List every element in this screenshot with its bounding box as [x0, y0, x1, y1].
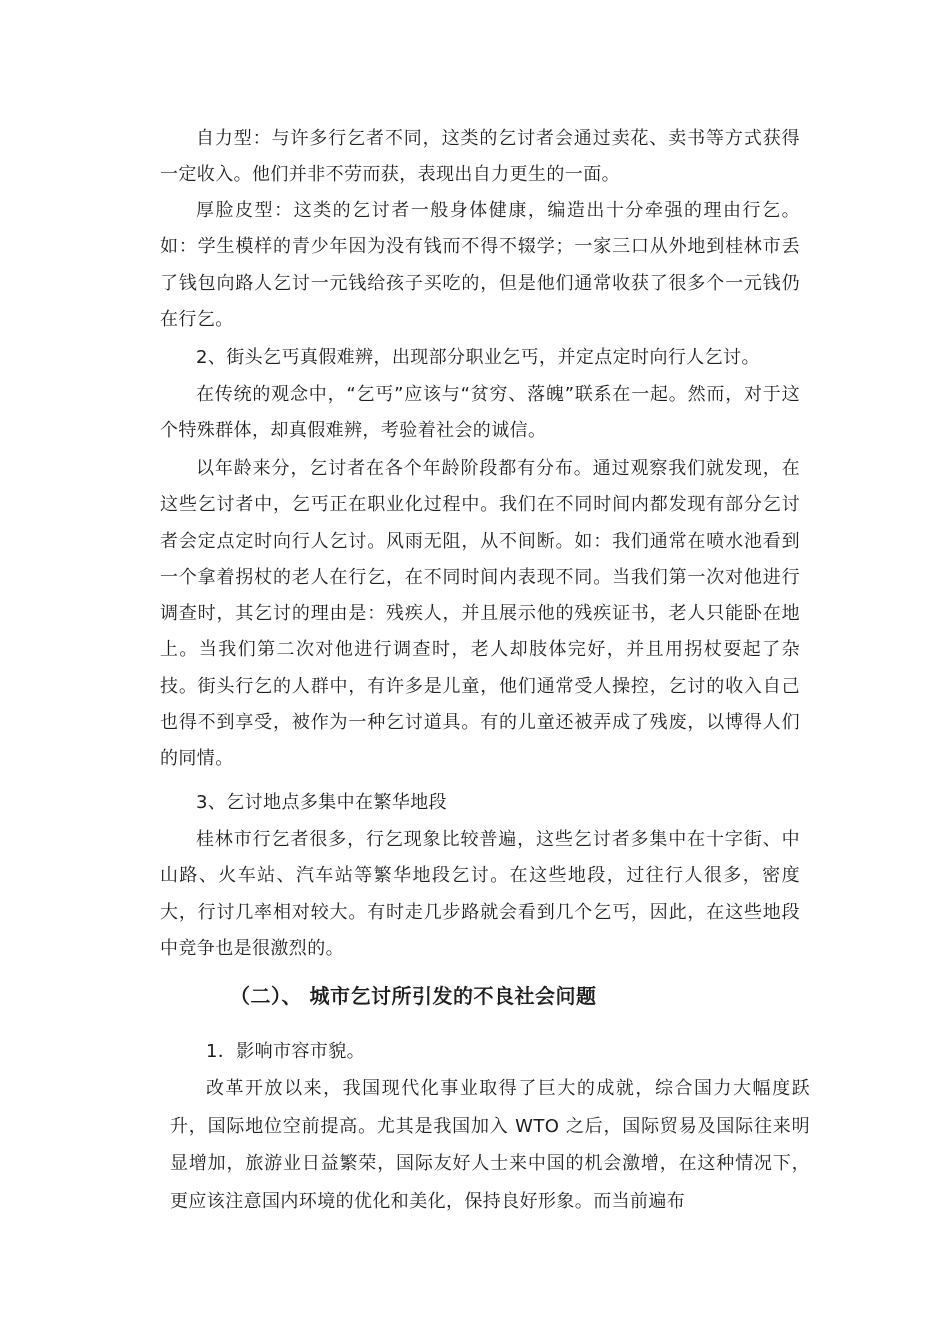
paragraph-age-distribution: 以年龄来分，乞讨者在各个年龄阶段都有分布。通过观察我们就发现，在这些乞讨者中，乞丐正在职业化过程中。我们在不同时间内都发现有部分乞讨者会定点定时向行人乞讨。风雨无阻，从不间断。如：我们通常在喷水池看到一个拿着拐杖的老人在行乞，在不同时间内表现不同。当我们第一次对他进行调查时，其乞讨的理由是：残疾人，并且展示他的残疾证书，老人只能卧在地上。当我们第二次对他进行调查时，老人却肢体完好，并且用拐杖耍起了杂技。街头行乞的人群中，有许多是儿童，他们通常受人操控，乞讨的收入自己也得不到享受，被作为一种乞讨道具。有的儿童还被弄成了残废，以博得人们的同情。 — [160, 458, 800, 770]
paragraph-reform: 改革开放以来，我国现代化事业取得了巨大的成就，综合国力大幅度跃升，国际地位空前提高。尤其是我国加入 WTO 之后，国际贸易及国际往来明显增加，旅游业日益繁荣，国际友好人士来中国的机会激增，在这种情况下，更应该注意国内环境的优化和美化，保持良好形象。而当前遍布 — [170, 1078, 810, 1212]
paragraph-self-reliant: 自力型：与许多行乞者不同，这类的乞讨者会通过卖花、卖书等方式获得一定收入。他们并非不劳而获，表现出自力更生的一面。 — [160, 128, 800, 186]
paragraph-thick-skinned: 厚脸皮型：这类的乞讨者一般身体健康，编造出十分牵强的理由行乞。如：学生模样的青少年因为没有钱而不得不辍学；一家三口从外地到桂林市丢了钱包向路人乞讨一元钱给孩子买吃的，但是他们通常收获了很多个一元钱仍在行乞。 — [160, 200, 800, 330]
paragraph-impact-title: 1．影响市容市貌。 — [206, 1041, 366, 1062]
paragraph-section-2-title: 2、街头乞丐真假难辨，出现部分职业乞丐，并定点定时向行人乞讨。 — [196, 347, 760, 368]
paragraph-locations: 桂林市行乞者很多，行乞现象比较普遍，这些乞讨者多集中在十字街、中山路、火车站、汽车站等繁华地段乞讨。在这些地段，过往行人很多，密度大，行讨几率相对较大。有时走几步路就会看到几个乞丐，因此，在这些地段中竞争也是很激烈的。 — [160, 829, 800, 959]
section-heading: （二）、 城市乞讨所引发的不良社会问题 — [230, 984, 597, 1008]
paragraph-tradition: 在传统的观念中，“乞丐”应该与“贫穷、落魄”联系在一起。然而，对于这个特殊群体，却真假难辨，考验着社会的诚信。 — [160, 384, 800, 442]
paragraph-section-3-title: 3、乞讨地点多集中在繁华地段 — [196, 792, 448, 813]
